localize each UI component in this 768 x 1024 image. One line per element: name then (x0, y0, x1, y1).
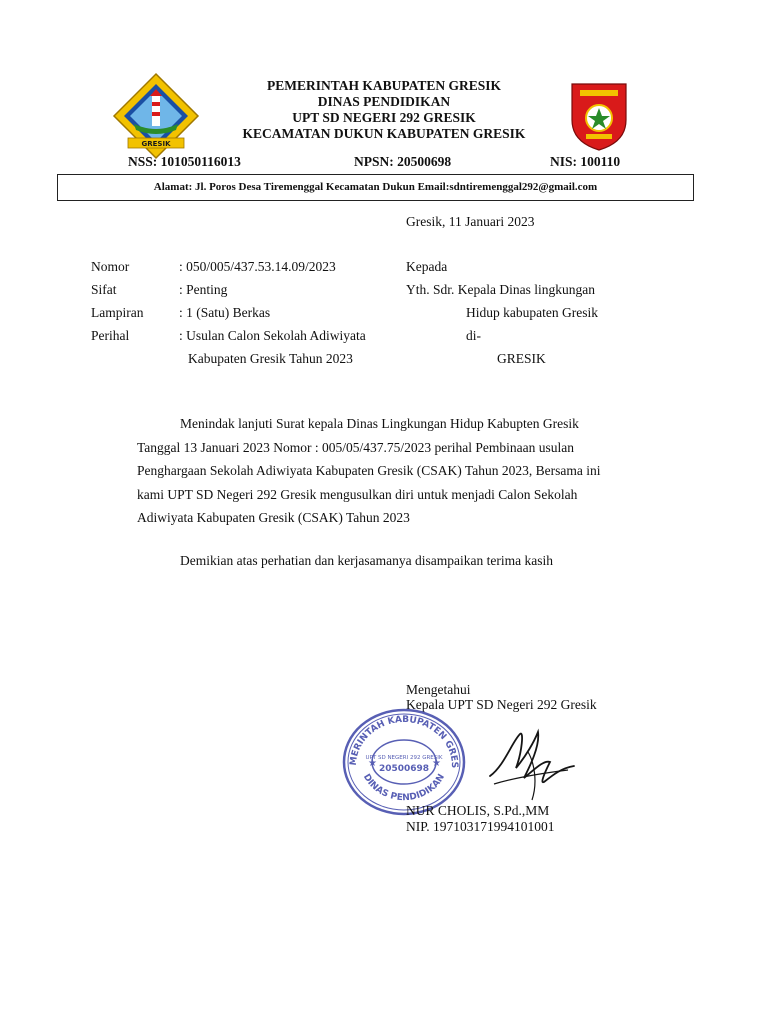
header-district: KECAMATAN DUKUN KABUPATEN GRESIK (242, 126, 526, 141)
recipient-line-2: Hidup kabupaten Gresik (466, 305, 598, 320)
meta-value-perihal: : Usulan Calon Sekolah Adiwiyata (179, 328, 366, 343)
recipient-line-3: di- (466, 328, 481, 343)
signature-position: Kepala UPT SD Negeri 292 Gresik (406, 697, 597, 712)
meta-value-perihal-cont: Kabupaten Gresik Tahun 2023 (188, 351, 353, 366)
official-stamp (340, 706, 468, 818)
svg-text:GRESIK: GRESIK (141, 140, 171, 148)
svg-text:★: ★ (432, 758, 441, 769)
meta-value-sifat: : Penting (179, 282, 228, 297)
meta-value-nomor: : 050/005/437.53.14.09/2023 (179, 259, 336, 274)
recipient-kepada: Kepada (406, 259, 448, 274)
svg-text:★: ★ (368, 758, 377, 769)
recipient-line-1: Yth. Sdr. Kepala Dinas lingkungan (406, 282, 595, 297)
npsn-number: NPSN: 20500698 (354, 154, 452, 169)
body-paragraph-2: Demikian atas perhatian dan kerjasamanya disampaikan terima kasih (180, 553, 553, 568)
svg-text:UPT SD NEGERI 292 GRESIK: UPT SD NEGERI 292 GRESIK (365, 755, 443, 761)
body-line: Tanggal 13 Januari 2023 Nomor : 005/05/437.75/2023 perihal Pembinaan usulan (137, 439, 574, 455)
signature-acknowledged: Mengetahui (406, 682, 471, 697)
svg-text:PEMERINTAH KABUPATEN GRESIK: MERINTAH KABUPATEN GRES (348, 714, 460, 769)
recipient-line-4: GRESIK (497, 351, 546, 366)
header-government: PEMERINTAH KABUPATEN GRESIK (266, 78, 502, 93)
nis-number: NIS: 100110 (550, 154, 621, 169)
signatory-name: NUR CHOLIS, S.Pd.,MM (406, 803, 550, 818)
meta-label-sifat: Sifat (91, 282, 117, 297)
body-line: Penghargaan Sekolah Adiwiyata Kabupaten Gresik (CSAK) Tahun 2023, Bersama ini (137, 463, 601, 478)
meta-value-lampiran: : 1 (Satu) Berkas (179, 305, 271, 320)
letter-date: Gresik, 11 Januari 2023 (406, 214, 535, 229)
header-department: DINAS PENDIDIKAN (317, 94, 451, 109)
svg-text:DINAS PENDIDIKAN: DINAS PENDIDIKAN (360, 772, 448, 804)
meta-label-perihal: Perihal (91, 328, 130, 343)
signatory-nip: NIP. 197103171994101001 (406, 819, 555, 834)
address-box: Alamat: Jl. Poros Desa Tiremenggal Kecamatan Dukun Email:sdntiremenggal292@gmail.com (57, 174, 694, 201)
body-line: Menindak lanjuti Surat kepala Dinas Lingkungan Hidup Kabupten Gresik (180, 416, 579, 431)
body-line: kami UPT SD Negeri 292 Gresik mengusulkan diri untuk menjadi Calon Sekolah (137, 486, 578, 502)
meta-label-lampiran: Lampiran (91, 305, 144, 320)
nss-number: NSS: 101050116013 (128, 154, 241, 169)
body-paragraph-1 (137, 412, 697, 530)
meta-label-nomor: Nomor (91, 259, 130, 274)
header-school: UPT SD NEGERI 292 GRESIK (292, 110, 476, 125)
svg-text:20500698: 20500698 (378, 764, 430, 774)
body-line: Adiwiyata Kabupaten Gresik (CSAK) Tahun 2023 (137, 510, 410, 525)
handwritten-signature (484, 722, 580, 806)
